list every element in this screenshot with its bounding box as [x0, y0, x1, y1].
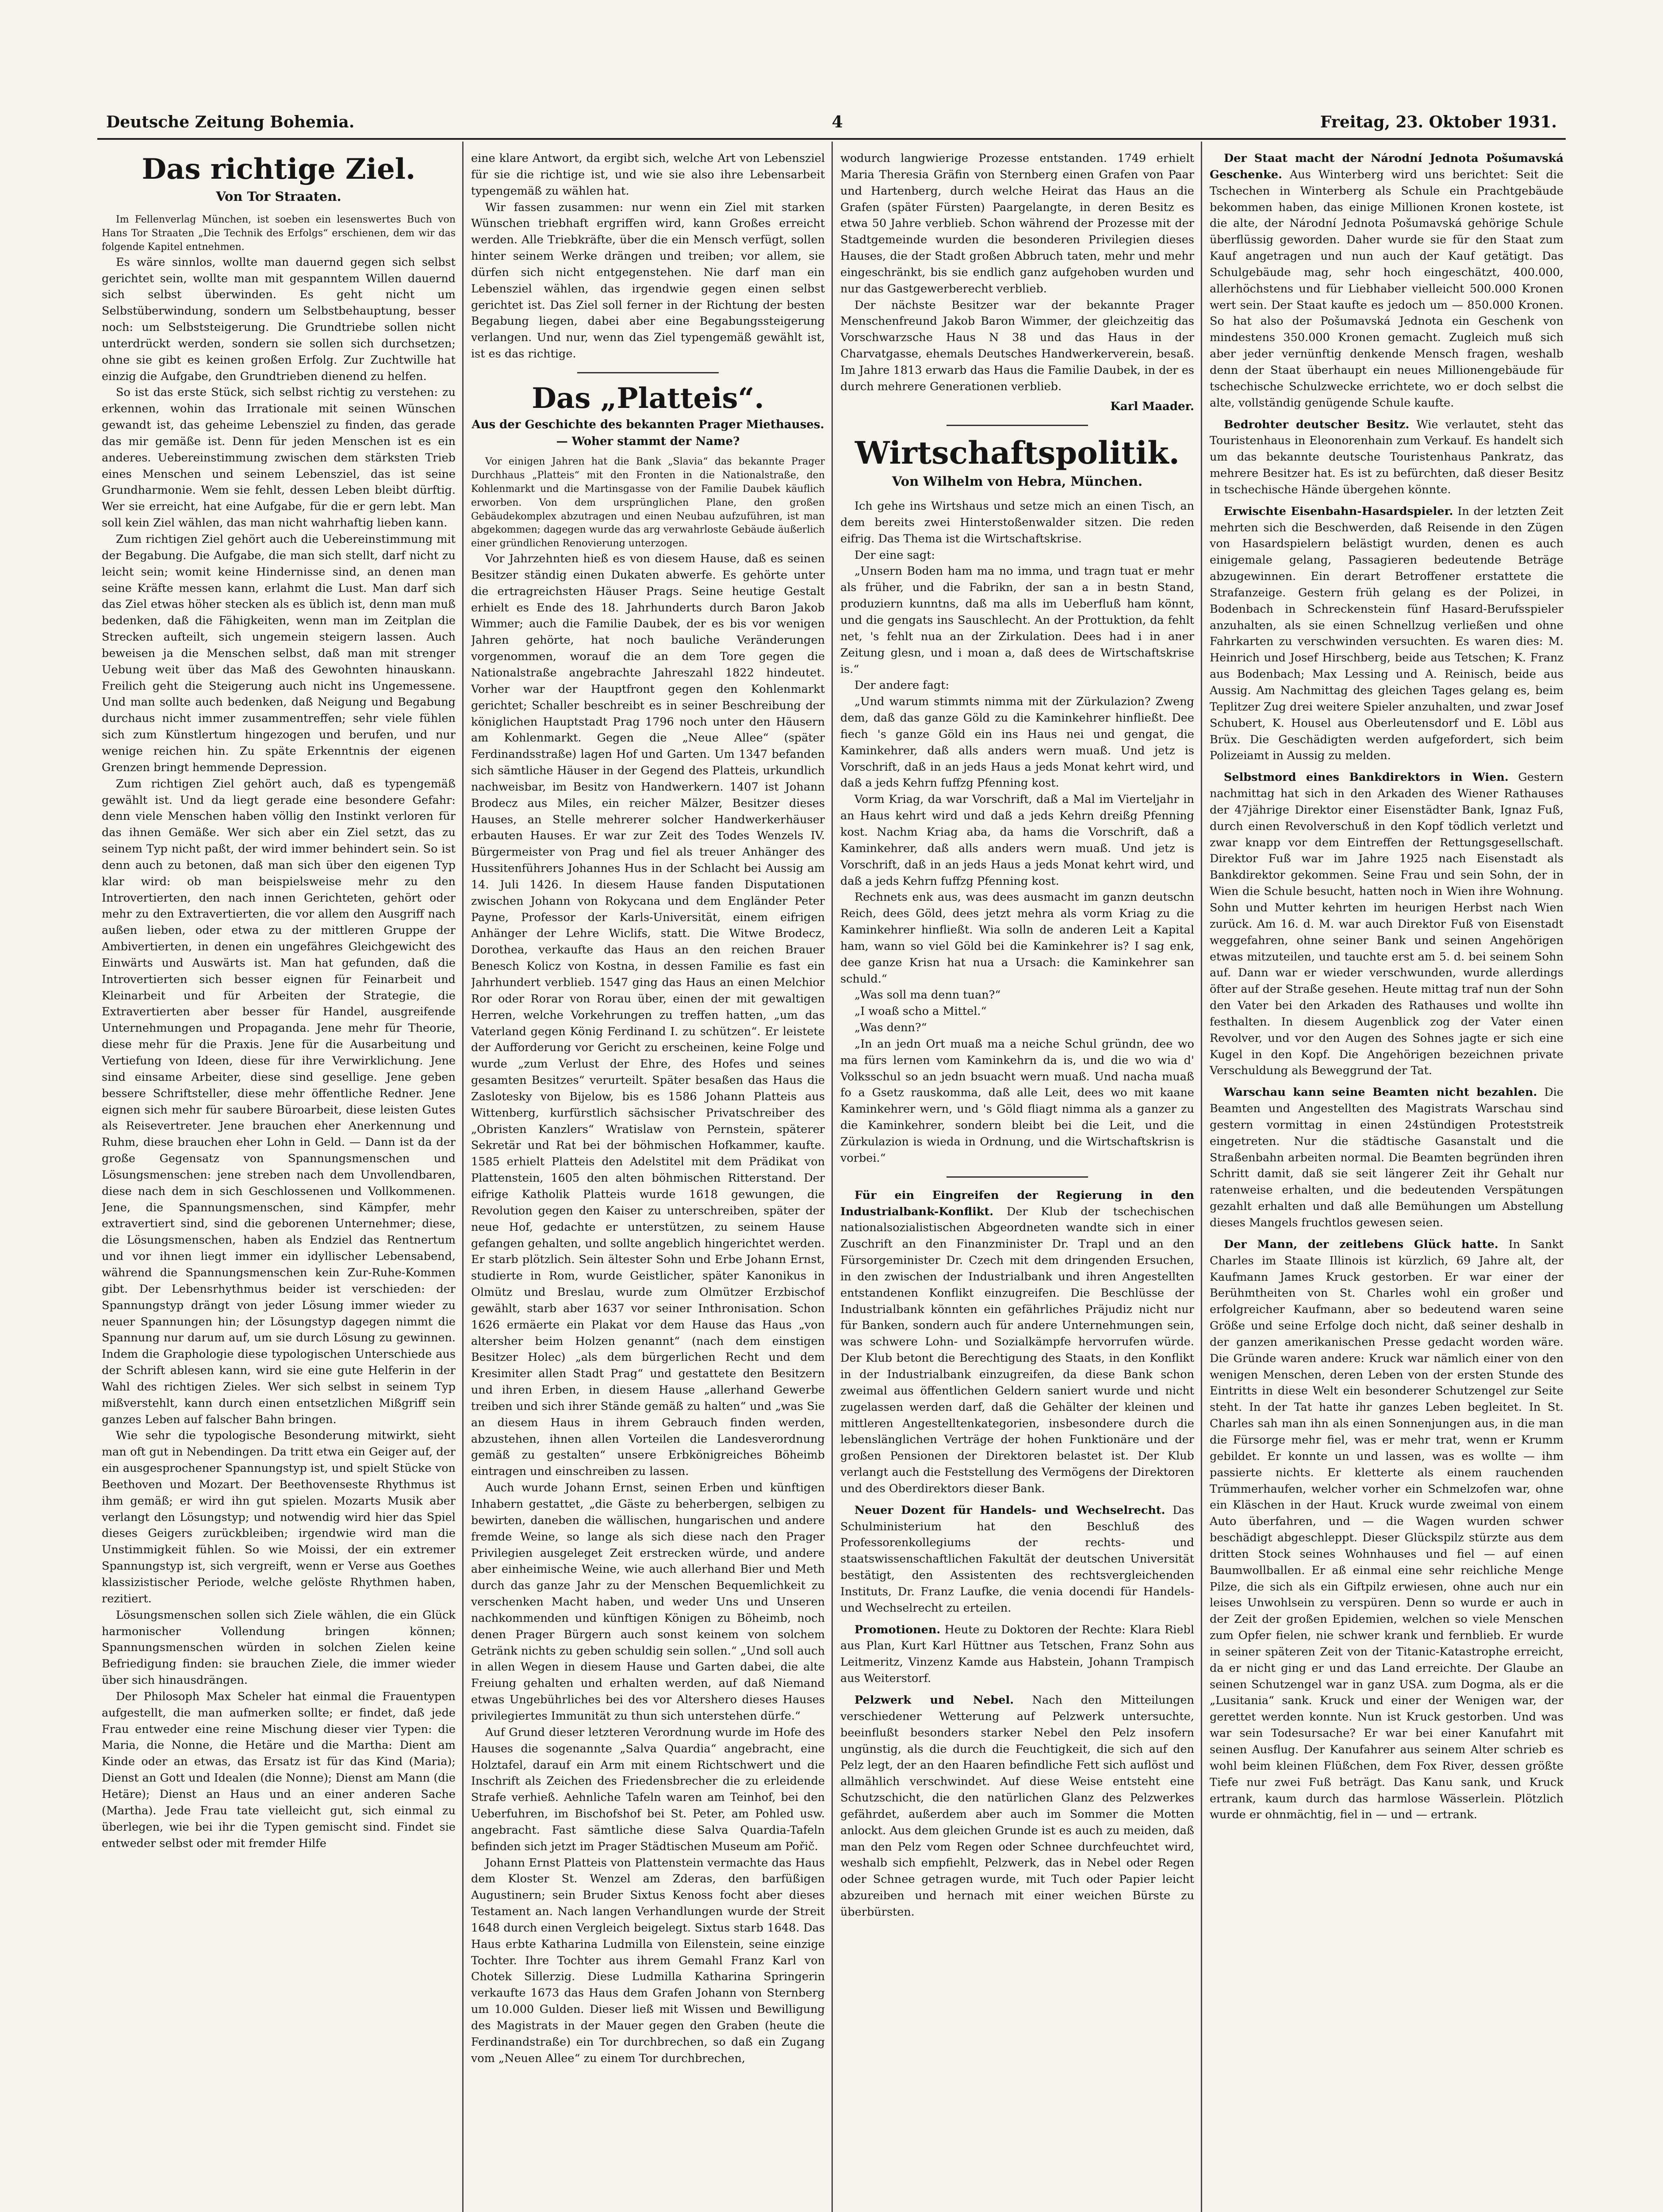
- news-item-title: Der Staat macht der Národní Jednota Pošumavská Geschenke.: [1210, 152, 1563, 181]
- dialogue-line: „Und warum stimmts nimma mit der Zürkulazion? Zweng dem, daß das ganze Göld zu die Kaminkehrer hinfließt. Dee fiech 's ganze Göld ein ins Haus nei und gengat, die Kaminkehrer, daß alls anders wern muaß. Und jetz is Vorschrift, daß in an jeds Haus a jeds Monat kehrt wird, und daß a jeds Kehrn fuffzg Pfenning kost.: [840, 695, 1194, 790]
- article-byline: Von Wilhelm von Hebra, München.: [892, 474, 1143, 489]
- news-item: [1210, 150, 1563, 411]
- article-separator: [946, 425, 1088, 426]
- column-4: [1210, 150, 1563, 2212]
- paragraph: Auf Grund dieser letzteren Verordnung wurde im Hofe des Hauses die sogenannte „Salva Quardia“ angebracht, eine Holztafel, darauf ein Arm mit einem Richtschwert und die Inschrift als Zeichen des Friedensbrecher die zu erleidende Strafe verhieß. Aehnliche Tafeln waren am Teinhof, bei den Ueberfuhren, im Bischofshof bei St. Peter, am Pohled usw. angebracht. Fast sämtliche diese Salva Quardia-Tafeln befinden sich jetzt im Prager Städtischen Museum am Pořič.: [471, 1725, 825, 1853]
- news-item-title: Bedrohter deutscher Besitz.: [1224, 418, 1410, 431]
- dialogue-line: Ich gehe ins Wirtshaus und setze mich an einen Tisch, an dem bereits zwei Hinterstoßenwalder sitzen. Die reden eifrig. Das Thema ist die Wirtschaftskrise.: [840, 499, 1194, 545]
- dialogue-line: Rechnets enk aus, was dees ausmacht im ganzn deutschn Reich, dees Göld, dees jetzt mehra als vorm Kriag zu die Kaminkehrer hinfließt. Wia solln de anderen Leit a Kapital ham, wann so viel Göld bei die Kaminkehrer is? I sag enk, dee ganze Krisn hat nua a Ursach: die Kaminkehrer san schuld.“: [840, 891, 1194, 986]
- news-item-title: Promotionen.: [854, 1623, 941, 1636]
- paragraph: Zum richtigen Ziel gehört auch, daß es typengemäß gewählt ist. Und da liegt gerade eine besondere Gefahr: denn viele Menschen haben völlig den Instinkt verloren für das ihnen Gemäße. Wer sich aber ein Ziel setzt, das zu seinem Typ nicht paßt, der wird immer behindert sein. So ist denn auch zu betonen, daß man sich über den eigenen Typ klar wird: ob man beispielsweise mehr zu den Introvertierten, den nach innen Gerichteten, gehört oder mehr zu den Extravertierten, die vor allem den Ausgriff nach außen lieben, oder etwa zu der mittleren Gruppe der Ambivertierten, in denen ein ungefähres Gleichgewicht des Einwärts und Auswärts ist. Man hat gefunden, daß die Introvertierten sich besser eignen für Feinarbeit und Kleinarbeit und für Arbeiten der Strategie, die Extravertierten aber besser für Handel, ausgreifende Unternehmungen und Propaganda. Jene mehr für Theorie, diese mehr für die Praxis. Jene für die Ausarbeitung und Vertiefung von Ideen, diese für ihre Verwirklichung. Jene sind einsame Arbeiter, diese sind gesellige. Jene geben bessere Schriftsteller, diese mehr öffentliche Redner. Jene eignen sich mehr für saubere Büroarbeit, diese leisten Gutes als Reisevertreter. Jene brauchen eher Anerkennung und Ruhm, diese brauchen eher Lohn in Geld. — Dann ist da der große Gegensatz von Spannungsmenschen und Lösungsmenschen: jene streben nach dem Unvollendbaren, diese nach dem in sich Geschlossenen und Vollkommenen. Jene, die Spannungsmenschen, sind Kämpfer, mehr extravertiert sind, sind die geborenen Unternehmer; diese, die Lösungsmenschen, haben als Endziel das Rentnertum und vor ihnen liegt immer ein idyllischer Lebensabend, während die Spannungsmenschen kein Zur-Ruhe-Kommen gibt. Der Lebensrhythmus beider ist verschieden: der Spannungstyp drängt von jeder Lösung immer wieder zu neuer Spannungen hin; der Lösungstyp dagegen nimmt die Spannung nur darum auf, um sie durch Lösung zu gewinnen. Indem die Graphologie diese typologischen Unterschiede aus der Schrift ablesen kann, wird sie eine gute Helferin in der Wahl des richtigen Zieles. Wer sich selbst in seinem Typ mißverstehlt, kann durch einen entsetzlichen Mißgriff sein ganzes Leben auf falscher Bahn bringen.: [102, 777, 456, 1426]
- news-item-text: Gestern nachmittag hat sich in den Arkaden des Wiener Rathauses der 47jährige Direktor einer Eisenstädter Bank, Ignaz Fuß, durch einen Revolverschuß in den Kopf tödlich verletzt und zwar knapp vor dem Eintreffen der Rettungsgesellschaft. Direktor Fuß war im Jahre 1925 nach Eisenstadt als Bankdirektor gekommen. Seine Frau und sein Sohn, der in Wien die Schule besucht, hatten noch in Wien ihre Wohnung. Sohn und Mutter kehrten im heurigen Herbst nach Wien zurück. Am 16. d. M. war auch Direktor Fuß von Eisenstadt weggefahren, ohne seiner Bank und seinen Angehörigen etwas mitzuteilen, und tauchte erst am 5. d. bei seinem Sohn auf. Dann war er wieder verschwunden, wurde allerdings öfter auf der Straße gesehen. Heute mittag traf nun der Sohn den Vater bei den Arkaden des Rathauses und wollte ihn festhalten. In diesem Augenblick zog der Vater einen Revolver, und vor den Augen des Sohnes jagte er sich eine Kugel in den Kopf. Die Angehörigen bezeichnen private Verschuldung als Beweggrund der Tat.: [1210, 771, 1563, 1078]
- column-1: [102, 150, 456, 2212]
- news-item: [1210, 1237, 1563, 1823]
- news-item-text: Heute zu Doktoren der Rechte: Klara Riebl aus Plan, Kurt Karl Hüttner aus Tetschen, Franz Sohn aus Leitmeritz, Vinzenz Kamde aus Habstein, Johann Trampisch aus Weiterstorf.: [840, 1623, 1194, 1686]
- news-item-text: Die Beamten und Angestellten des Magistrats Warschau sind gestern vormittag in einen 24stündigen Proteststreik eingetreten. Nur die städtische Gasanstalt und die Straßenbahn arbeiten normal. Die Beamten begründen ihren Schritt damit, daß sie seit längerer Zeit ihr Gehalt nur ratenweise erhalten, und die bedeutenden Verspätungen gezahlt erhalten und daß alle Bemühungen um Abstellung dieses Mangels fruchtlos gewesen seien.: [1210, 1086, 1563, 1229]
- dialogue-line: „In an jedn Ort muaß ma a neiche Schul gründn, dee wo ma fürs lernen vom Kaminkehrn da is, und die wo wia d' Volksschul so an jedn bsuacht wern muaß. Und nacha muaß fo a Gsetz rauskomma, daß alle Leit, dees wo mit kaane Kaminkehrer wern, und 's Göld fliagt nimma als a ganzer zu die Kaminkehrer, sondern bleibt bei die Leit, und die Zürkulazion is wieda in Ordnung, und die Wirtschaftskrisn is vorbei.“: [840, 1037, 1194, 1165]
- news-item-text: In der letzten Zeit mehrten sich die Beschwerden, daß Reisende in den Zügen von Hasardspielern belästigt wurden, denen es auch einigemale gelang, Passagieren bedeutende Beträge abzugewinnen. Ein derart Betroffener erstattete die Strafanzeige. Gestern früh gelang es der Polizei, in Bodenbach in Schreckenstein fünf Hasard-Berufsspieler anzuhalten, als sie einen Schnellzug verließen und ohne Fahrkarten zu verschwinden versuchten. Es waren dies: M. Heinrich und Josef Hirschberg, beide aus Tetschen; K. Franz aus Bodenbach; Max Lessing und A. Reinisch, beide aus Aussig. Am Nachmittag des gleichen Tages gelang es, beim Teplitzer Zug drei weitere Spieler anzuhalten, und zwar Josef Schubert, K. Housel aus Oberleutensdorf und E. Löbl aus Brüx. Die Geschädigten werden aufgefordert, sich beim Polizeiamt in Aussig zu melden.: [1210, 504, 1563, 763]
- news-item-text: In Sankt Charles im Staate Illinois ist kürzlich, 69 Jahre alt, der Kaufmann James Kruck gestorben. Er war einer der Berühmtheiten von St. Charles wohl ein großer und erfolgreicher Kaufmann, aber so bedeutend waren seine Größe und seine Erfolge doch nicht, daß seiner deshalb in der ganzen amerikanischen Presse gedacht worden wäre. Die Gründe waren andere: Kruck war nämlich einer von den wenigen Menschen, deren Leben von der ersten Stunde des Eintritts in diese Welt ein besonderer Schutzengel zur Seite steht. In der Tat hatte ihr ganzes Leben begleitet. In St. Charles sah man ihn als einen Sonnenjungen aus, in die man die Fürsorge mehr fiel, was er mehr trat, wenn er Krumm gebildet. Er konnte un und lassen, was es wollte — ihm passierte nichts. Er kletterte als einem rauchenden Trümmerhaufen, welcher vorher ein Schmelzofen war, ohne ein Kläschen in der Haut. Kruck wurde zweimal von einem Auto überfahren, und — die Wagen wurden schwer beschädigt abgeschleppt. Dieser Glückspilz stürzte aus dem dritten Stock seines Wohnhauses und fiel — auf einen Baumwollballen. Er aß einmal eine sehr reichliche Menge Pilze, die sich als ein Giftpilz erwiesen, ohne auch nur ein leises Unwohlsein zu verspüren. Denn so wurde er auch in der Zeit der großen Epidemien, welchen so viele Menschen zum Opfer fielen, nie schwer krank und fernblieb. Er wurde in seiner späteren Zeit von der Titanic-Katastrophe erreicht, da er nicht ging er und das Land erreichte. Der Glaube an seinen Schutzengel war in ganz USA. zum Dogma, als er die „Lusitania“ sank. Kruck und einer der Wenigen war, der gerettet werden konnte. Nun ist Kruck gestorben. Und was war sein Todesursache? Er war bei einer Kanufahrt mit seinen Ausflug. Der Kanufahrer aus seinem Alter schrieb es wohl beim kleinen Flüßchen, dem Fox River, dessen größte Tiefe nur zwei Fuß beträgt. Das Kanu sank, und Kruck ertrank, kaum durch das harmlose Wässerlein. Plötzlich wurde er ohnmächtig, fiel in — und — ertrank.: [1210, 1237, 1563, 1822]
- paragraph: Lösungsmenschen sollen sich Ziele wählen, die ein Glück harmonischer Vollendung bringen können; Spannungsmenschen würden in solchen Zielen keine Befriedigung finden: sie brauchen Ziele, die immer wieder über sich hinausdrängen.: [102, 1608, 456, 1687]
- news-item: [1210, 1084, 1563, 1231]
- news-item: [840, 1187, 1194, 1497]
- news-item-title: Warschau kann seine Beamten nicht bezahlen.: [1224, 1086, 1537, 1099]
- paragraph: Es wäre sinnlos, wollte man dauernd gegen sich selbst gerichtet sein, wollte man mit gespanntem Willen dauernd sich selbst überwinden. Es geht nicht um Selbstüberwindung, sondern um Selbstbehauptung, besser noch: um Selbststeigerung. Die Grundtriebe sollen nicht unterdrückt werden, sondern sie sollen sich durchsetzen; ohne sie gibt es keinen großen Erfolg. Zur Zuchtwille hat einzig die Aufgabe, den Grundtrieben dienend zu helfen.: [102, 255, 456, 383]
- paragraph: Johann Ernst Platteis von Plattenstein vermachte das Haus dem Kloster St. Wenzel am Zderas, den barfüßigen Augustinern; sein Bruder Sixtus Kenoss focht aber dieses Testament an. Nach langen Verhandlungen wurde der Streit 1648 durch einen Vergleich beigelegt. Sixtus starb 1648. Das Haus erbte Katharina Ludmilla von Eilenstein, seine einzige Tochter. Ihre Tochter aus ihrem Gemahl Franz Karl von Chotek Sillerzig. Diese Ludmilla Katharina Springerin verkaufte 1673 das Haus dem Grafen Johann von Sternberg um 10.000 Gulden. Dieser ließ mit Wissen und Bewilligung des Magistrats in der Mauer gegen den Graben (heute die Ferdinandstraße) ein Tor durchbrechen, so daß ein Zugang vom „Neuen Allee“ zu einem Tor durchbrechen,: [471, 1856, 825, 2065]
- issue-date: Freitag, 23. Oktober 1931.: [1320, 113, 1557, 131]
- news-item: [1210, 769, 1563, 1079]
- news-item: [840, 1502, 1194, 1617]
- header-rule: [97, 138, 1566, 140]
- paragraph: wodurch langwierige Prozesse entstanden. 1749 erhielt Maria Theresia Gräfin von Sternberg einen Grafen von Paar und Hartenberg, durch welche Heirat das Haus an die Grafen (später Fürsten) Paargelangte, in deren Besitz es etwa 50 Jahre verblieb. Schon während der Prozesse mit der Stadtgemeinde wurden die besonderen Privilegien dieses Hauses, die der Stadt großen Abbruch taten, mehr und mehr eingeschränkt, bis sie endlich ganz aufgehoben wurden und nur das Gastgewerberecht verblieb.: [840, 152, 1194, 296]
- news-item-title: Selbstmord eines Bankdirektors in Wien.: [1224, 771, 1509, 784]
- news-item-title: Neuer Dozent für Handels- und Wechselrecht.: [854, 1503, 1165, 1517]
- news-item: [840, 1692, 1194, 1920]
- dialogue-line: „Unsern Boden ham ma no imma, und tragn tuat er mehr als früher, und die Fabrikn, der san a in bestn Stand, produziern kunntns, daß ma alls im Ueberfluß ham könnt, und die gengats ins Sauschlecht. An der Prottuktion, da fehlt net, 's fehlt nua an der Zirkulation. Dees had i in aner Zeitung glesn, und i moan a, daß dees de Wirtschaftskrise is.“: [840, 565, 1194, 676]
- dialogue-line: Der eine sagt:: [854, 548, 935, 562]
- dialogue-line: „I woaß scho a Mittel.“: [854, 1005, 987, 1018]
- news-item-text: Nach den Mitteilungen verschiedener Wetterung auf Pelzwerk untersuchte, beeinflußt besonders starker Nebel den Pelz insofern ungünstig, als die durch die Feuchtigkeit, die sich auf den Pelz legt, der an den Haaren befindliche Fett sich auflöst und allmählich verschwindet. Auf diese Weise entsteht eine Schutzschicht, die den natürlichen Glanz des Pelzwerkes gefährdet, außerdem aber auch im Sommer die Motten anlockt. Aus dem gleichen Grunde ist es auch zu meiden, daß man den Pelz vom Regen oder Schnee durchfeuchtet wird, weshalb sich empfiehlt, Pelzwerk, das in Nebel oder Regen oder Schnee getragen wurde, mit Tuch oder Papier leicht abzureiben und hernach mit einer weichen Bürste zu überbürsten.: [840, 1694, 1194, 1919]
- paragraph: Der nächste Besitzer war der bekannte Prager Menschenfreund Jakob Baron Wimmer, der gleichzeitig das Vorschwarzsche Haus N 38 und das Haus in der Charvatgasse, ehemals Deutsches Handwerkerverein, besaß. Im Jahre 1813 erwarb das Haus die Familie Daubek, in der es durch mehrere Generationen verblieb.: [840, 298, 1194, 393]
- article-intro: Vor einigen Jahren hat die Bank „Slavia“ das bekannte Prager Durchhaus „Platteis“ mit den Fronten in die Nationalstraße, den Kohlenmarkt und die Martinsgasse von der Familie Daubek käuflich erworben. Von dem ursprünglichen Plane, den großen Gebäudekomplex abzutragen und einen Neubau aufzuführen, ist man abgekommen; dagegen wurde das arg verwahrloste Gebäude äußerlich einer gründlichen Renovierung unterzogen.: [471, 456, 825, 549]
- paragraph: Auch wurde Johann Ernst, seinen Erben und künftigen Inhabern gestattet, „die Gäste zu beherbergen, selbigen zu bewirten, daneben die wällischen, hungarischen und andere fremde Weine, so lange als sich diese nach den Prager Privilegien ausgeleget Zeit erstrecken würde, und andere aber einheimische Weine, wie auch allerhand Bier und Meth durch das ganze Jahr zu der Menschen Bequemlichkeit zu verschenken Macht haben, und weder Uns und Unseren nachkommenden und künftigen Königen zu Böheimb, noch denen Prager Bürgern auch sonst keinem von solchem Getränk nichts zu geben schuldig sein sollen.“ „Und soll auch in allen Wegen in diesem Hause und Garten dabei, die alte Freiung gehalten und erhalten werden, auf daß Niemand etwas Ungebührliches bei des vor Altershero dieses Hauses privilegiertes Immunität zu thun sich unterstehen dürfe.“: [471, 1481, 825, 1723]
- news-item-title: Erwischte Eisenbahn-Hasardspieler.: [1224, 504, 1453, 518]
- paragraph: Der Philosoph Max Scheler hat einmal die Frauentypen aufgestellt, die man aufmerken sollte; er findet, daß jede Frau entweder eine reine Mischung dieser vier Typen: die Maria, die Nonne, die Hetäre und die Martha: Dient am Kinde oder an etwas, das Ersatz ist für das Kind (Maria); Dienst an Gott und Idealen (die Nonne); Dienst am Mann (die Hetäre); Dienst an Haus und an einer anderen Sache (Martha). Jede Frau tate vielleicht gut, sich einmal zu überlegen, wie bei ihr die Typen gemischt sind. Findet sie entweder selbst oder mit fremder Hilfe: [102, 1690, 456, 1850]
- article-separator: [577, 372, 719, 373]
- dialogue-line: Der andere fagt:: [854, 679, 950, 692]
- paragraph: Vor Jahrzehnten hieß es von diesem Hause, daß es seinen Besitzer ständig einen Dukaten abwerfe. Es gehörte unter die ertragreichsten Häuser Prags. Seine heutige Gestalt erhielt es Ende des 18. Jahrhunderts durch Baron Jakob Wimmer; auch die Familie Daubek, der es bis vor wenigen Jahren gehörte, hat noch bauliche Veränderungen vorgenommen, worauf die an dem Tore gegen die Nationalstraße angebrachte Jahreszahl 1822 hindeutet. Vorher war der Hauptfront gegen den Kohlenmarkt gerichtet; Schaller beschreibt es in seiner Beschreibung der königlichen Hauptstadt Prag 1796 noch unter den Häusern am Kohlenmarkt. Gegen die „Neue Allee“ (später Ferdinandsstraße) lagen Hof und Garten. Um 1347 befanden sich sämtliche Häuser in der Gegend des Platteis, urkundlich nachweisbar, im Besitz von Handwerkern. 1407 ist Johann Brodecz aus Miles, ein reicher Mälzer, Besitzer dieses Hauses, an Stelle mehrerer solcher Handwerkerhäuser erbauten Hauses. Er war zur Zeit des Todes Wenzels IV. Bürgermeister von Prag und fiel als treuer Anhänger des Hussitenführers Johannes Hus in der Schlacht bei Aussig am 14. Juli 1426. In diesem Hause fanden Disputationen zwischen Johann von Rokycana und dem Engländer Peter Payne, Professor der Karls-Universität, einem eifrigen Anhänger der Lehre Wiclifs, statt. Die Witwe Brodecz, Dorothea, verkaufte das Haus an den reichen Brauer Benesch Kolicz von Kostna, in dessen Familie es fast ein Jahrhundert verblieb. 1547 ging das Haus an einen Melchior Ror oder Rorar von Rorau über, einen der mit gewaltigen Herren, welche Vorkehrungen zu treffen hatten, „um das Vaterland gegen König Ferdinand I. zu schützen“. Er leistete der Aufforderung vor Gericht zu erscheinen, keine Folge und wurde „zum Verlust der Ehre, des Hofes und seines gesamten Besitzes“ verurteilt. Später besaßen das Haus die Zaslotesky von Bijelow, bis es 1586 Johann Platteis aus Wittenberg, kurfürstlich sächsischer Privatschreiber des „Obristen Kanzlers“ Wratislaw von Pernstein, späterer Sekretär und Rat bei der böhmischen Hofkammer, kaufte. 1585 erhielt Platteis den Adelstitel mit dem Prädikat von Plattenstein, 1605 den alten böhmischen Ritterstand. Der eifrige Katholik Platteis wurde 1618 gewungen, die Revolution gegen den Kaiser zu unterschreiben, später der neue Hof, gedachte er unterstützen, zu seinem Hause gefangen gehalten, und sollte angeblich hingerichtet werden. Er starb plötzlich. Sein ältester Sohn und Erbe Johann Ernst, studierte in Rom, wurde Geistlicher, später Kanonikus in Olmütz und Breslau, wurde zum Olmützer Erzbischof gewählt, starb aber 1637 vor seiner Inthronisation. Schon 1626 ermäerte ein Plakat vor dem Hause das Haus „von altersher beim Holzen genannt“ (nach dem einstigen Besitzer Holec) „als dem bürgerlichen Recht und dem Kresimiter allen Stadt Prag“ und gestattete den Besitzern und ihren Erben, in diesem Hause „allerhand Gewerbe treiben und sich ihrer Stände gemäß zu halten“ und „was Sie an diesem Haus in ihrem Gebrauch finden werden, abzustehen, ihnen allen Vorteilen die Landesverordnung gemäß zu gestalten“ unsere Erbkönigreiches Böheimb eintragen und einschreiben zu lassen.: [471, 552, 825, 1479]
- paragraph: Zum richtigen Ziel gehört auch die Uebereinstimmung mit der Begabung. Die Aufgabe, die man sich stellt, darf nicht zu leicht sein; womit keine Hindernisse sind, an denen man seine Kräfte messen kann, erlahmt die Lust. Man darf sich das Ziel etwas höher stecken als es üblich ist, denn man muß bedenken, daß die Fähigkeiten, wenn man im Zeitplan die Strecken aufteilt, sich ungemein steigern lassen. Auch beweisen ja die Menschen selbst, daß man mit strenger Uebung weit über das Maß des Gewohnten hinauskann. Freilich geht die Steigerung auch nicht ins Ungemessene. Und man sollte auch bedenken, daß Neigung und Begabung durchaus nicht immer zusammentreffen; sehr viele fühlen sich zum Künstlertum hingezogen und berufen, und nur wenige reichen hin. Zu späte Erkenntnis der eigenen Grenzen bringt hemmende Depression.: [102, 533, 456, 774]
- column-rule: [1201, 142, 1202, 2212]
- article-intro: Im Fellenverlag München, ist soeben ein lesenswertes Buch von Hans Tor Straaten „Die Technik des Erfolgs“ erschienen, dem wir das folgende Kapitel entnehmen.: [102, 214, 456, 253]
- paragraph: So ist das erste Stück, sich selbst richtig zu verstehen: zu erkennen, wohin das Irrationale mit seinen Wünschen gewandt ist, das geheime Lebensziel zu finden, das gerade das mir gemäße ist. Denn für jeden Menschen ist es ein anderes. Uebereinstimmung zwischen dem stärksten Trieb eines Menschen und seinem Lebensziel, das ist seine Grundharmonie. Wem sie fehlt, dessen Leben bleibt dürftig. Wer sie erreicht, hat eine Aufgabe, für die er gern lebt. Man soll kein Ziel wählen, das man nicht wahrhaftig lieben kann.: [102, 386, 456, 530]
- news-item-text: Wie verlautet, steht das Touristenhaus in Eleonorenhain zum Verkauf. Es handelt sich um das bekannte deutsche Touristenhaus Pankratz, das mehrere Besitzer hat. Es ist zu befürchten, daß dieser Besitz in tschechische Hände übergehen könnte.: [1210, 418, 1563, 496]
- news-item-title: Für ein Eingreifen der Regierung in den Industrialbank-Konflikt.: [840, 1188, 1194, 1218]
- news-item-text: Aus Winterberg wird uns berichtet: Seit die Tschechen in Winterberg als Schule ein Prachtgebäude bekommen haben, das einige Millionen Kronen kostete, ist die alte, der Národní Jednota Pošumavská gehörige Schule überflüssig geworden. Daher wurde sie für den Staat zum Kauf angetragen und nun auch der Kauf getätigt. Das Schulgebäude mag, sehr hoch eingeschätzt, 400.000, allerhöchstens und für Liebhaber vielleicht 500.000 Kronen wert sein. Der Staat kaufte es jedoch um — 850.000 Kronen. So hat also der Pošumavská Jednota ein Geschenk von mindestens 350.000 Kronen gemacht. Zugleich muß sich aber jeder vernünftig denkende Mensch fragen, weshalb denn der Staat überhaupt ein neues Millionengebäude für tschechische Schulzwecke errichtete, wo er doch selbst die alte, vollständig genügende Schule kaufte.: [1210, 168, 1563, 410]
- article-subhead: Aus der Geschichte des bekannten Prager Miethauses. — Woher stammt der Name?: [471, 418, 824, 448]
- news-item-text: Der Klub der tschechischen nationalsozialistischen Abgeordneten wandte sich in einer Zuschrift an den Finanzminister Dr. Trapl und an den Fürsorgeminister Dr. Czech mit dem dringenden Ersuchen, in den zwischen der Industrialbank und ihren Angestellten entstandenen Konflikt einzugreifen. Die Beschlüsse der Industrialbank könnten ein gefährliches Präjudiz nicht nur für Banken, sondern auch für andere Unternehmungen sein, was schwere Lohn- und Sozialkämpfe hervorrufen würde. Der Klub betont die Berechtigung des Staats, in den Konflikt in der Industrialbank einzugreifen, da diese Bank schon zweimal aus öffentlichen Geldern saniert wurde und nicht zugelassen werden darf, daß die Gehälter der kleinen und mittleren Angestelltenkategorien, insbesondere durch die lebenslänglichen Verträge der hohen Funktionäre und der großen Pensionen der Direktoren belastet ist. Der Klub verlangt auch die Feststellung des Vermögens der Direktoren und des Oberdirektors dieser Bank.: [840, 1205, 1194, 1495]
- page-number: 4: [832, 113, 843, 131]
- article-signature: Karl Maader.: [1110, 399, 1194, 413]
- article-byline: Von Tor Straaten.: [216, 189, 341, 204]
- paragraph: Wie sehr die typologische Besonderung mitwirkt, sieht man oft gut in Nebendingen. Da tritt etwa ein Geiger auf, der ein ausgesprochener Spannungstyp ist, und spielt Stücke von Beethoven und Mozart. Der Beethovenseste Rhythmus ist ihm gemäß; er wird ihn gut spielen. Mozarts Musik aber verlangt den Lösungstyp; und notwendig wird hier das Spiel dieses Geigers zurückbleiben; irgendwie wird man die Unstimmigkeit fühlen. So wie Moissi, der ein extremer Spannungstyp ist, sich vergreift, wenn er Verse aus Goethes klassizistischer Periode, welche gelöste Rhythmen haben, rezitiert.: [102, 1429, 456, 1605]
- page-header: [106, 111, 1557, 134]
- column-3: [840, 150, 1194, 2212]
- article-title: Das richtige Ziel.: [142, 153, 416, 186]
- article-separator: [946, 1176, 1088, 1178]
- dialogue-line: „Was soll ma denn tuan?“: [854, 988, 1001, 1002]
- news-item: [1210, 417, 1563, 498]
- dialogue-line: „Was denn?“: [854, 1021, 927, 1035]
- article-title: Wirtschaftspolitik.: [855, 434, 1180, 472]
- paragraph: Wir fassen zusammen: nur wenn ein Ziel mit starken Wünschen triebhaft ergriffen wird, kann Großes erreicht werden. Alle Triebkräfte, über die ein Mensch verfügt, sollen hinter seinem Werke drängen und treiben; vor allem, sie dürfen sich nicht entgegenstehen. Nie darf man ein Lebensziel wählen, das irgendwie gegen einen selbst gerichtet ist. Das Ziel soll ferner in der Richtung der besten Begabung liegen, dabei aber eine Begabungssteigerung verlangen. Und nur, wenn das Ziel typengemäß gewählt ist, ist es das richtige.: [471, 200, 825, 361]
- news-item-text: Das Schulministerium hat den Beschluß des Professorenkollegiums der rechts- und staatswissenschaftlichen Fakultät der deutschen Universität bestätigt, den Assistenten des rechtsvergleichenden Instituts, Dr. Franz Laufke, die venia docendi für Handels- und Wechselrecht zu erteilen.: [840, 1503, 1194, 1615]
- column-2: [471, 150, 825, 2212]
- news-item: [840, 1622, 1194, 1687]
- column-rule: [462, 142, 464, 2212]
- news-item-title: Pelzwerk und Nebel.: [854, 1694, 1014, 1707]
- article-title: Das „Platteis“.: [532, 381, 764, 415]
- news-item-title: Der Mann, der zeitlebens Glück hatte.: [1224, 1237, 1498, 1251]
- dialogue-line: Vorm Kriag, da war Vorschrift, daß a Mal im Vierteljahr in an Haus kehrt wird und daß a jeds Kehrn dreißg Pfenning kost. Nachm Kriag aba, da hams die Vorschrift, daß a Kaminkehrer, daß alls anders wern muaß. Und jetz is Vorschrift, daß in an jeds Haus a jeds Monat kehrt wird, und daß a jeds Kehrn fuffzg Pfenning kost.: [840, 793, 1194, 888]
- paragraph: eine klare Antwort, da ergibt sich, welche Art von Lebensziel für sie die richtige ist, und wie sie also ihre Lebensarbeit typengemäß zu wählen hat.: [471, 152, 825, 198]
- column-rule: [832, 142, 833, 2212]
- news-item: [1210, 503, 1563, 764]
- paper-name: Deutsche Zeitung Bohemia.: [106, 113, 355, 131]
